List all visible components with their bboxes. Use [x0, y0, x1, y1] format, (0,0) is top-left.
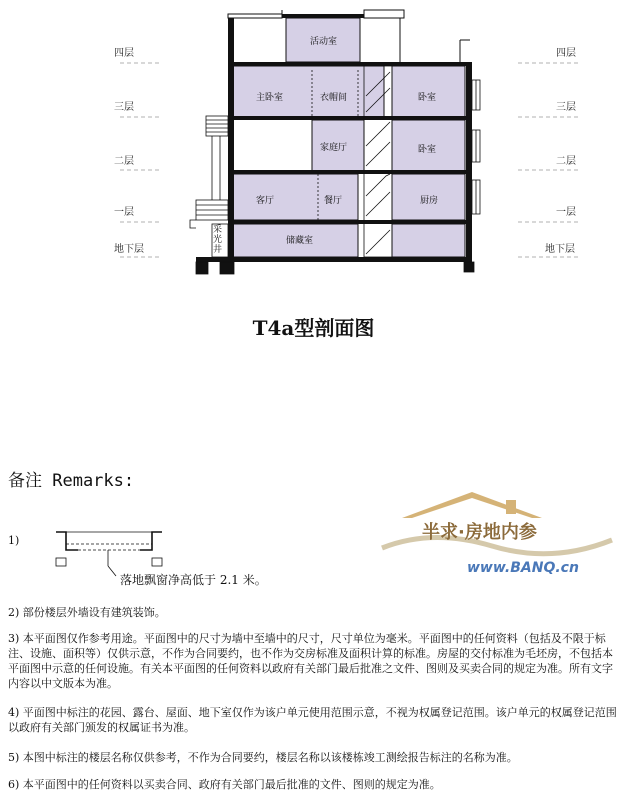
remarks-heading: 备注 Remarks: [8, 471, 135, 491]
room-master-bedroom: 主卧室 [256, 93, 284, 103]
room-closet: 衣帽间 [320, 93, 348, 103]
room-kitchen: 厨房 [420, 196, 439, 206]
note-2: 2) 部份楼层外墙设有建筑装饰。 [8, 606, 166, 619]
floor-label-left-1f: 一层 [114, 207, 134, 218]
section-drawing [0, 0, 627, 290]
watermark-url: www.BANQ.cn [467, 560, 579, 576]
watermark-brand: 半求·房地内参 [422, 522, 537, 543]
floor-label-right-4f: 四层 [556, 48, 576, 59]
floor-label-right-3f: 三层 [556, 102, 576, 113]
note-3: 3) 本平面图仅作参考用途。平面图中的尺寸为墙中至墙中的尺寸，尺寸单位为毫米。平面图中的任何资料（包括及不限于标注、设施、面积等）仅供示意，不作为合同要约，也不作为交房标准及面积计算的标准。房屋的交付标准为毛坯房，不包括本平面图中示意的任何设施。有关本平面图的任何资料以政府有关部门最后批准之文件、图则及买卖合同的规定为准。所有文字内容以中文版本为准。 [8, 632, 613, 690]
floor-label-left-4f: 四层 [114, 48, 134, 59]
room-family: 家庭厅 [320, 143, 348, 153]
room-bedroom-3f: 卧室 [418, 93, 437, 103]
watermark-logo [372, 488, 622, 588]
room-lightwell: 采光井 [213, 225, 223, 255]
note-5: 5) 本图中标注的楼层名称仅供参考，不作为合同要约，楼层名称以该楼栋竣工测绘报告标注的名称为准。 [8, 751, 518, 764]
floor-label-left-3f: 三层 [114, 102, 134, 113]
note-6: 6) 本平面图中的任何资料以买卖合同、政府有关部门最后批准的文件、图则的规定为准。 [8, 778, 441, 791]
note-1-caption: 落地飘窗净高低于 2.1 米。 [120, 573, 267, 587]
note-4: 4) 平面图中标注的花园、露台、屋面、地下室仅作为该户单元使用范围示意，不视为权属登记范围。该户单元的权属登记范围以政府有关部门颁发的权属证书为准。 [8, 706, 617, 734]
floor-label-right-basement: 地下层 [545, 244, 575, 255]
room-bedroom-2f: 卧室 [418, 145, 437, 155]
drawing-title: T4a型剖面图 [252, 316, 375, 340]
room-dining: 餐厅 [324, 196, 343, 206]
floor-label-right-1f: 一层 [556, 207, 576, 218]
room-activity: 活动室 [310, 37, 338, 47]
floor-label-right-2f: 二层 [556, 156, 576, 167]
room-storage: 储藏室 [286, 236, 314, 246]
floor-label-left-basement: 地下层 [114, 244, 144, 255]
room-living: 客厅 [256, 196, 275, 206]
note-1-number: 1) [8, 534, 20, 547]
floor-label-left-2f: 二层 [114, 156, 134, 167]
